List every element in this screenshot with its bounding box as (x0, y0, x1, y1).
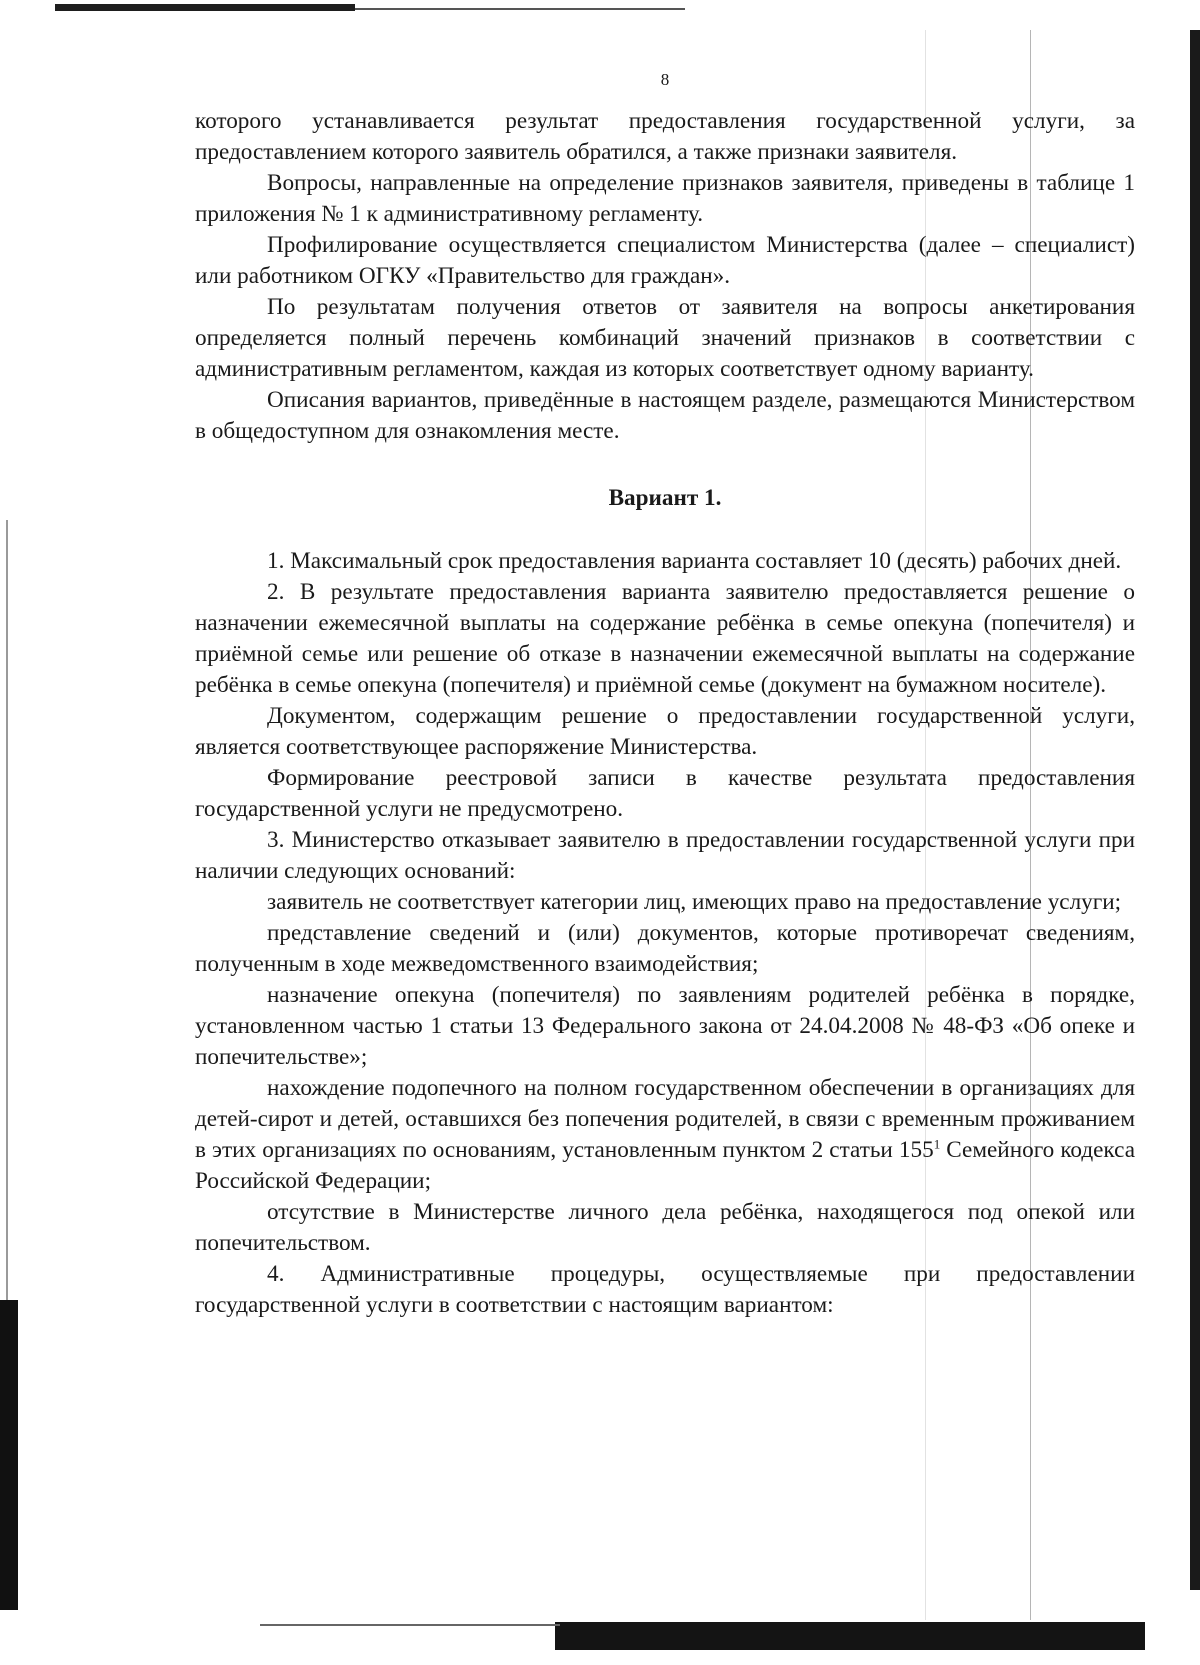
item-refusal: 3. Министерство отказывает заявителю в предоставлении государственной услуги при наличии следующих оснований: (195, 827, 1135, 884)
scan-edge-top (55, 4, 355, 11)
refusal-ground-guardian: назначение опекуна (попечителя) по заявлениям родителей ребёнка в порядке, установленном частью 1 статьи 13 Федерального закона от 24.04.2008 № 48-ФЗ «Об опеке и попечительстве»; (195, 982, 1135, 1070)
document-page (195, 70, 1135, 1321)
scan-edge-left (0, 1300, 18, 1610)
paragraph-profiling: Профилирование осуществляется специалистом Министерства (далее – специалист) или работником ОГКУ «Правительство для граждан». (195, 232, 1135, 289)
paragraph-questions: Вопросы, направленные на определение признаков заявителя, приведены в таблице 1 приложения № 1 к административному регламенту. (195, 170, 1135, 227)
paragraph-results: По результатам получения ответов от заявителя на вопросы анкетирования определяется полный перечень комбинаций значений признаков в соответствии с административным регламентом, каждая из которых соответствует одному варианту. (195, 294, 1135, 382)
scan-edge-bottom (555, 1622, 1145, 1650)
refusal-ground-category: заявитель не соответствует категории лиц, имеющих право на предоставление услуги; (267, 889, 1122, 915)
scan-edge-top-line (355, 8, 685, 10)
item-procedures: 4. Административные процедуры, осуществляемые при предоставлении государственной услуги в соответствии с настоящим вариантом: (195, 1261, 1135, 1318)
item-term: 1. Максимальный срок предоставления варианта составляет 10 (десять) рабочих дней. (267, 548, 1122, 574)
scan-edge-bottom-line (260, 1624, 560, 1626)
item-result: 2. В результате предоставления варианта заявителю предоставляется решение о назначении ежемесячной выплаты на содержание ребёнка в семье опекуна (попечителя) и приёмной семье или решение об отказе в назначении ежемесячной выплаты на содержание ребёнка в семье опекуна (попечителя) и приёмной семье (документ на бумажном носителе). (195, 579, 1135, 698)
article-superscript: 1 (933, 1136, 941, 1152)
paragraph-descriptions: Описания вариантов, приведённые в настоящем разделе, размещаются Министерством в общедоступном для ознакомления месте. (195, 387, 1135, 444)
paragraph-registry: Формирование реестровой записи в качестве результата предоставления государственной услуги не предусмотрено. (195, 765, 1135, 822)
paragraph-continuation: которого устанавливается результат предоставления государственной услуги, за предоставлением которого заявитель обратился, а также признаки заявителя. (195, 108, 1135, 165)
section-title: Вариант 1. (608, 485, 722, 511)
refusal-ground-no-file: отсутствие в Министерстве личного дела ребёнка, находящегося под опекой или попечительством. (195, 1199, 1135, 1256)
scan-edge-left-line (6, 520, 8, 1300)
refusal-ground-state-care (195, 1073, 1135, 1197)
state-care-text: нахождение подопечного на полном государственном обеспечении в организациях для детей-сирот и детей, оставшихся без попечения родителей, в связи с временным проживанием в этих организациях по основаниям, установленным пунктом 2 статьи 155 (195, 1075, 1135, 1163)
scan-edge-right (1190, 30, 1200, 1590)
refusal-ground-contradiction: представление сведений и (или) документов, которые противоречат сведениям, полученным в ходе межведомственного взаимодействия; (195, 920, 1135, 977)
paragraph-document: Документом, содержащим решение о предоставлении государственной услуги, является соответствующее распоряжение Министерства. (195, 703, 1135, 760)
page-number: 8 (660, 70, 670, 89)
state-care-text-end: Семейного кодекса Российской Федерации; (195, 1137, 1135, 1194)
